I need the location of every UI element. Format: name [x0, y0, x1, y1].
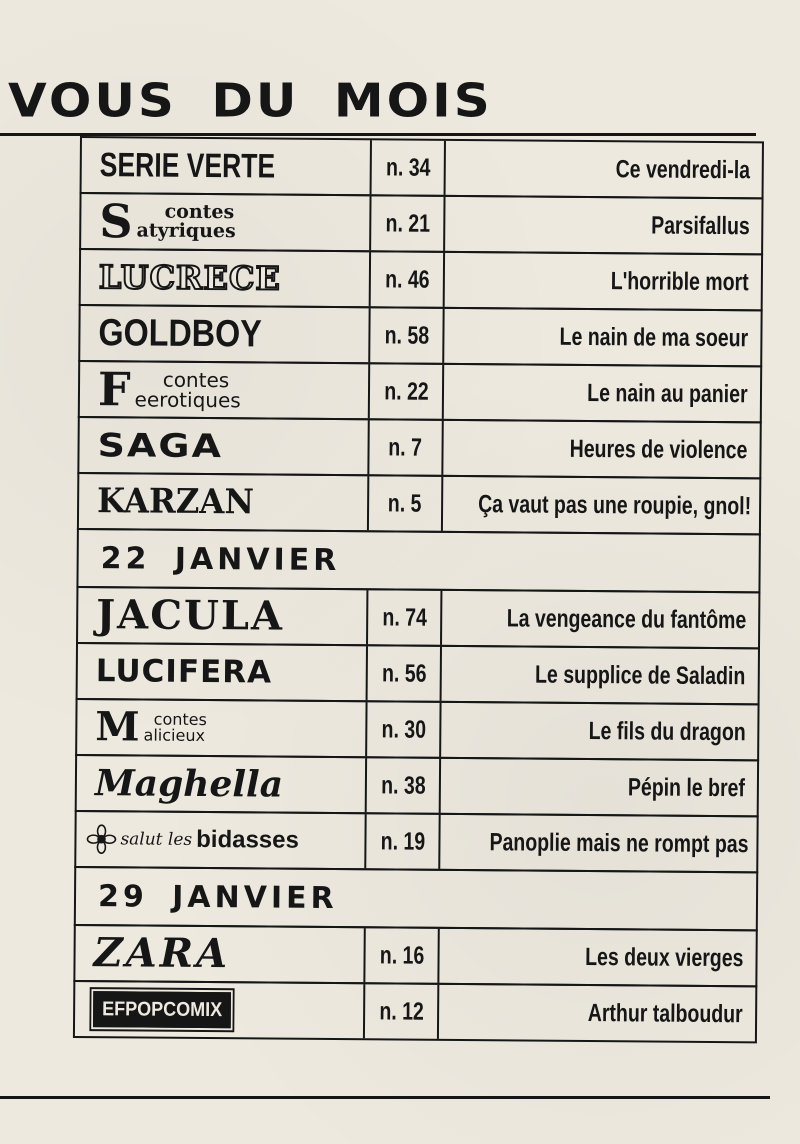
episode-title: Arthur talboudur: [588, 998, 744, 1028]
issue-number-cell: [371, 252, 445, 307]
logo-zara: ZARA: [93, 929, 231, 978]
table-row: [77, 416, 761, 479]
issue-number-cell: [365, 928, 439, 983]
logo-top-word: contes: [153, 709, 207, 730]
release-table: [73, 136, 764, 1043]
issue-number: n. 46: [384, 264, 430, 294]
bottom-rule: [0, 1096, 770, 1099]
logo-jacula: JACULA: [96, 591, 285, 640]
issue-number-cell: [368, 646, 442, 701]
logo-contes-satyriques: [99, 194, 236, 249]
logo-top-word: contes: [162, 367, 230, 393]
date-cell: [78, 530, 340, 588]
logo-main-text: bidasses: [196, 825, 300, 854]
episode-title: Heures de violence: [569, 434, 748, 464]
flower-icon: [86, 824, 116, 854]
logo-serie-verte: SERIE VERTE: [99, 146, 276, 186]
table-row: [78, 304, 762, 367]
table-row: [74, 810, 758, 873]
issue-number: n. 58: [384, 320, 429, 350]
issue-number-cell: [366, 814, 440, 869]
episode-title-cell: [439, 929, 755, 985]
episode-title-cell: [446, 141, 762, 197]
logo-saga: SAGA: [97, 426, 224, 465]
table-row: [73, 980, 757, 1043]
logo-salut-les-bidasses: [86, 824, 299, 856]
episode-title-cell: [443, 421, 759, 477]
episode-title: Ça vaut pas une roupie, gnol!: [477, 489, 752, 520]
episode-title-cell: [445, 197, 761, 253]
episode-title-cell: [441, 703, 757, 759]
page-title: VOUS DU MOIS: [8, 74, 493, 128]
table-row: [79, 248, 763, 311]
episode-title: La vengeance du fantôme: [506, 603, 747, 634]
issue-number: n. 22: [383, 376, 429, 406]
release-date-label: 29 JANVIER: [97, 878, 338, 916]
logo-initial: M: [95, 703, 140, 751]
logo-cell: [79, 474, 369, 530]
logo-karzan: KARZAN: [96, 481, 255, 523]
episode-title-cell: [444, 365, 760, 421]
issue-number: n. 74: [381, 602, 427, 632]
episode-title-cell: [440, 815, 756, 871]
episode-title-cell: [442, 647, 758, 703]
table-row: [76, 586, 760, 649]
issue-number: n. 19: [380, 826, 425, 856]
episode-title-cell: [443, 477, 759, 533]
logo-script-text: salut les: [120, 829, 193, 850]
episode-title: L'horrible mort: [610, 266, 749, 296]
logo-contes-feerotiques: [97, 362, 241, 417]
issue-number-cell: [365, 984, 439, 1039]
logo-maghella: Maghella: [94, 762, 284, 806]
issue-number: n. 21: [384, 208, 430, 238]
table-row: [76, 642, 760, 705]
logo-lucrece: LUCRECE: [98, 258, 282, 298]
logo-cell: [81, 194, 371, 250]
issue-number: n. 12: [378, 996, 424, 1026]
episode-title: Le nain au panier: [587, 378, 749, 408]
logo-goldboy: GOLDBOY: [98, 312, 262, 356]
logo-cell: [80, 362, 370, 418]
table-row: [79, 192, 763, 255]
date-cell: [76, 868, 338, 926]
issue-number-cell: [368, 590, 442, 645]
date-header-row: [74, 866, 758, 931]
episode-title: Le supplice de Saladin: [535, 660, 746, 690]
table-row: [75, 754, 759, 817]
episode-title: Le fils du dragon: [588, 716, 746, 746]
episode-title-cell: [439, 985, 755, 1041]
episode-title: Le nain de ma soeur: [559, 322, 749, 352]
issue-number: n. 5: [388, 488, 423, 518]
episode-title-cell: [444, 309, 760, 365]
issue-number-cell: [370, 364, 444, 419]
issue-number: n. 56: [381, 658, 427, 688]
logo-efpopcomix: EFPOPCOMIX: [93, 991, 231, 1028]
issue-number-cell: [367, 758, 441, 813]
episode-title: Parsifallus: [650, 210, 750, 240]
logo-top-word: contes: [164, 200, 235, 224]
table-row: [75, 698, 759, 761]
episode-title-cell: [441, 759, 757, 815]
issue-number: n. 7: [388, 432, 423, 462]
logo-cell: [78, 644, 368, 700]
logo-bottom-word: alicieux: [143, 725, 206, 745]
logo-contes-malicieux: [95, 703, 207, 751]
logo-cell: [75, 926, 365, 982]
issue-number-cell: [370, 308, 444, 363]
logo-cell: [75, 982, 365, 1038]
episode-title-cell: [445, 253, 761, 309]
logo-cell: [76, 812, 366, 868]
episode-title: Panoplie mais ne rompt pas: [489, 827, 749, 858]
date-header-row: [76, 528, 760, 593]
logo-cell: [79, 418, 369, 474]
logo-bottom-word: atyriques: [136, 219, 236, 243]
issue-number: n. 34: [385, 152, 431, 182]
issue-number: n. 38: [380, 770, 426, 800]
logo-cell: [77, 700, 367, 756]
table-row: [73, 924, 757, 987]
logo-cell: [77, 756, 367, 812]
release-date-label: 22 JANVIER: [100, 540, 341, 578]
issue-number-cell: [369, 420, 443, 475]
issue-number: n. 16: [379, 940, 424, 970]
logo-cell: [82, 138, 372, 194]
issue-number-cell: [369, 476, 443, 531]
logo-bottom-word: eerotiques: [134, 387, 241, 413]
logo-initial: S: [99, 194, 133, 249]
episode-title: Les deux vierges: [585, 942, 744, 972]
issue-number-cell: [371, 196, 445, 251]
logo-cell: [80, 306, 370, 362]
logo-lucifera: LUCIFERA: [95, 652, 273, 691]
episode-title: Pépin le bref: [627, 772, 746, 802]
episode-title-cell: [442, 591, 758, 647]
issue-number-cell: [367, 702, 441, 757]
table-row: [78, 360, 762, 423]
issue-number: n. 30: [381, 714, 426, 744]
logo-cell: [78, 588, 368, 644]
episode-title: Ce vendredi-la: [615, 154, 750, 184]
table-row: [80, 136, 764, 199]
logo-initial: F: [97, 362, 131, 417]
issue-number-cell: [372, 140, 446, 195]
table-row: [77, 472, 761, 535]
logo-cell: [81, 250, 371, 306]
